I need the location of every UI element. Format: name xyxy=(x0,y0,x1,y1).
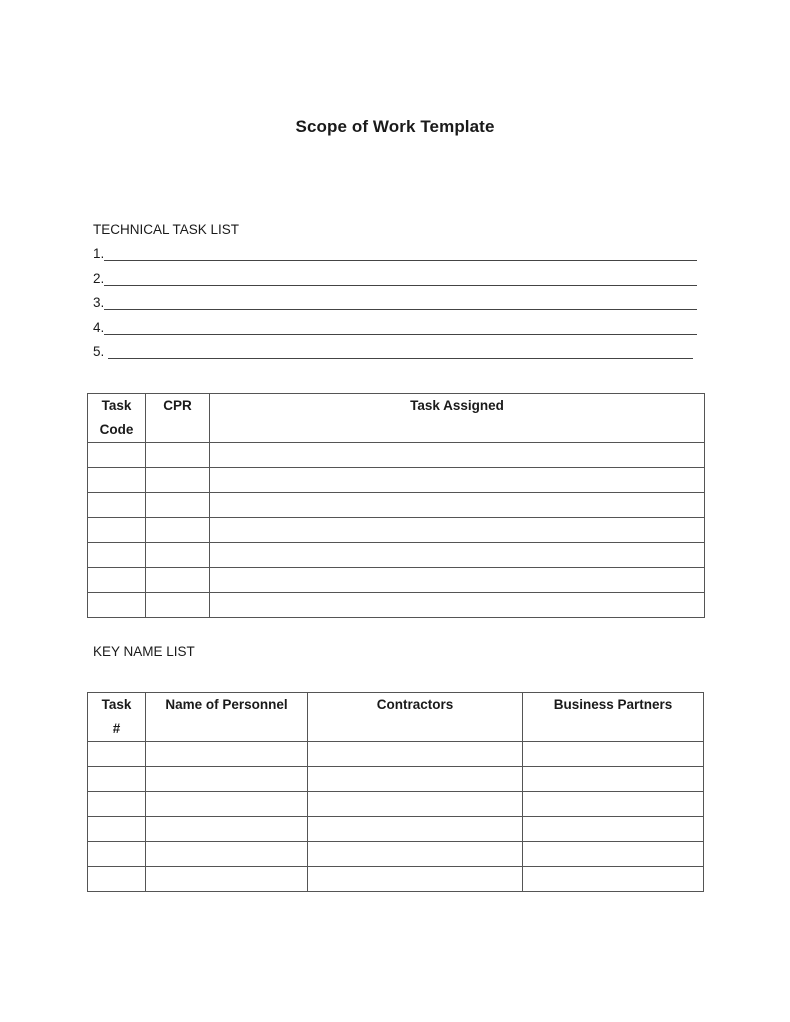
task-line-number: 5. xyxy=(93,344,109,359)
task-line-1 xyxy=(93,246,697,262)
personnel-name-cell[interactable] xyxy=(146,867,308,892)
header-business-partners: Business Partners xyxy=(523,693,704,742)
cpr-cell[interactable] xyxy=(146,543,210,568)
key-name-table xyxy=(87,692,704,892)
cpr-cell[interactable] xyxy=(146,493,210,518)
table-row xyxy=(88,817,704,842)
cpr-cell[interactable] xyxy=(146,518,210,543)
task-line-number: 1. xyxy=(93,246,105,261)
table-row xyxy=(88,767,704,792)
task-number-cell[interactable] xyxy=(88,792,146,817)
task-code-cell[interactable] xyxy=(88,518,146,543)
header-task-number-line2: # xyxy=(112,721,121,736)
table-row xyxy=(88,568,705,593)
table-row xyxy=(88,468,705,493)
task-line-4-blank[interactable] xyxy=(104,320,697,335)
task-line-number: 4. xyxy=(93,320,105,335)
task-line-5-blank[interactable] xyxy=(108,344,693,359)
business-partners-cell[interactable] xyxy=(523,767,704,792)
personnel-name-cell[interactable] xyxy=(146,817,308,842)
contractors-cell[interactable] xyxy=(308,842,523,867)
table-row xyxy=(88,593,705,618)
task-code-cell[interactable] xyxy=(88,593,146,618)
business-partners-cell[interactable] xyxy=(523,742,704,767)
task-line-3-blank[interactable] xyxy=(104,295,697,310)
cpr-cell[interactable] xyxy=(146,443,210,468)
header-task-assigned: Task Assigned xyxy=(210,394,705,443)
contractors-cell[interactable] xyxy=(308,792,523,817)
key-name-list-heading: KEY NAME LIST xyxy=(93,644,195,659)
key-name-table-header-row xyxy=(88,693,704,742)
task-code-cell[interactable] xyxy=(88,468,146,493)
personnel-name-cell[interactable] xyxy=(146,742,308,767)
cpr-cell[interactable] xyxy=(146,568,210,593)
task-assignment-table xyxy=(87,393,705,618)
business-partners-cell[interactable] xyxy=(523,817,704,842)
table-row xyxy=(88,842,704,867)
header-task-number xyxy=(88,693,146,742)
page-title: Scope of Work Template xyxy=(295,117,495,136)
business-partners-cell[interactable] xyxy=(523,792,704,817)
header-contractors: Contractors xyxy=(308,693,523,742)
technical-task-list-heading: TECHNICAL TASK LIST xyxy=(93,222,240,237)
business-partners-cell[interactable] xyxy=(523,842,704,867)
task-line-3 xyxy=(93,295,697,311)
contractors-cell[interactable] xyxy=(308,767,523,792)
contractors-cell[interactable] xyxy=(308,867,523,892)
table-row xyxy=(88,493,705,518)
header-task-code-line2: Code xyxy=(99,422,134,437)
task-assigned-cell[interactable] xyxy=(210,493,705,518)
contractors-cell[interactable] xyxy=(308,742,523,767)
task-number-cell[interactable] xyxy=(88,842,146,867)
personnel-name-cell[interactable] xyxy=(146,767,308,792)
business-partners-cell[interactable] xyxy=(523,867,704,892)
table-row xyxy=(88,443,705,468)
cpr-cell[interactable] xyxy=(146,468,210,493)
header-cpr: CPR xyxy=(146,394,210,443)
task-code-cell[interactable] xyxy=(88,493,146,518)
task-line-2-blank[interactable] xyxy=(104,271,697,286)
task-number-cell[interactable] xyxy=(88,817,146,842)
cpr-cell[interactable] xyxy=(146,593,210,618)
table-row xyxy=(88,543,705,568)
task-table-header-row xyxy=(88,394,705,443)
task-assigned-cell[interactable] xyxy=(210,543,705,568)
table-row xyxy=(88,792,704,817)
task-assigned-cell[interactable] xyxy=(210,443,705,468)
task-assigned-cell[interactable] xyxy=(210,468,705,493)
personnel-name-cell[interactable] xyxy=(146,792,308,817)
task-assigned-cell[interactable] xyxy=(210,568,705,593)
header-task-code-line1: Task xyxy=(101,398,132,413)
contractors-cell[interactable] xyxy=(308,817,523,842)
task-line-number: 2. xyxy=(93,271,105,286)
table-row xyxy=(88,742,704,767)
task-line-4 xyxy=(93,320,697,336)
task-number-cell[interactable] xyxy=(88,767,146,792)
task-code-cell[interactable] xyxy=(88,543,146,568)
table-row xyxy=(88,518,705,543)
table-row xyxy=(88,867,704,892)
task-line-1-blank[interactable] xyxy=(104,246,697,261)
task-line-2 xyxy=(93,271,697,287)
task-number-cell[interactable] xyxy=(88,867,146,892)
personnel-name-cell[interactable] xyxy=(146,842,308,867)
header-task-code xyxy=(88,394,146,443)
task-code-cell[interactable] xyxy=(88,568,146,593)
task-line-5 xyxy=(93,344,693,360)
task-assigned-cell[interactable] xyxy=(210,593,705,618)
task-code-cell[interactable] xyxy=(88,443,146,468)
header-name-of-personnel: Name of Personnel xyxy=(146,693,308,742)
task-line-number: 3. xyxy=(93,295,105,310)
task-number-cell[interactable] xyxy=(88,742,146,767)
task-assigned-cell[interactable] xyxy=(210,518,705,543)
header-task-number-line1: Task xyxy=(101,697,132,712)
